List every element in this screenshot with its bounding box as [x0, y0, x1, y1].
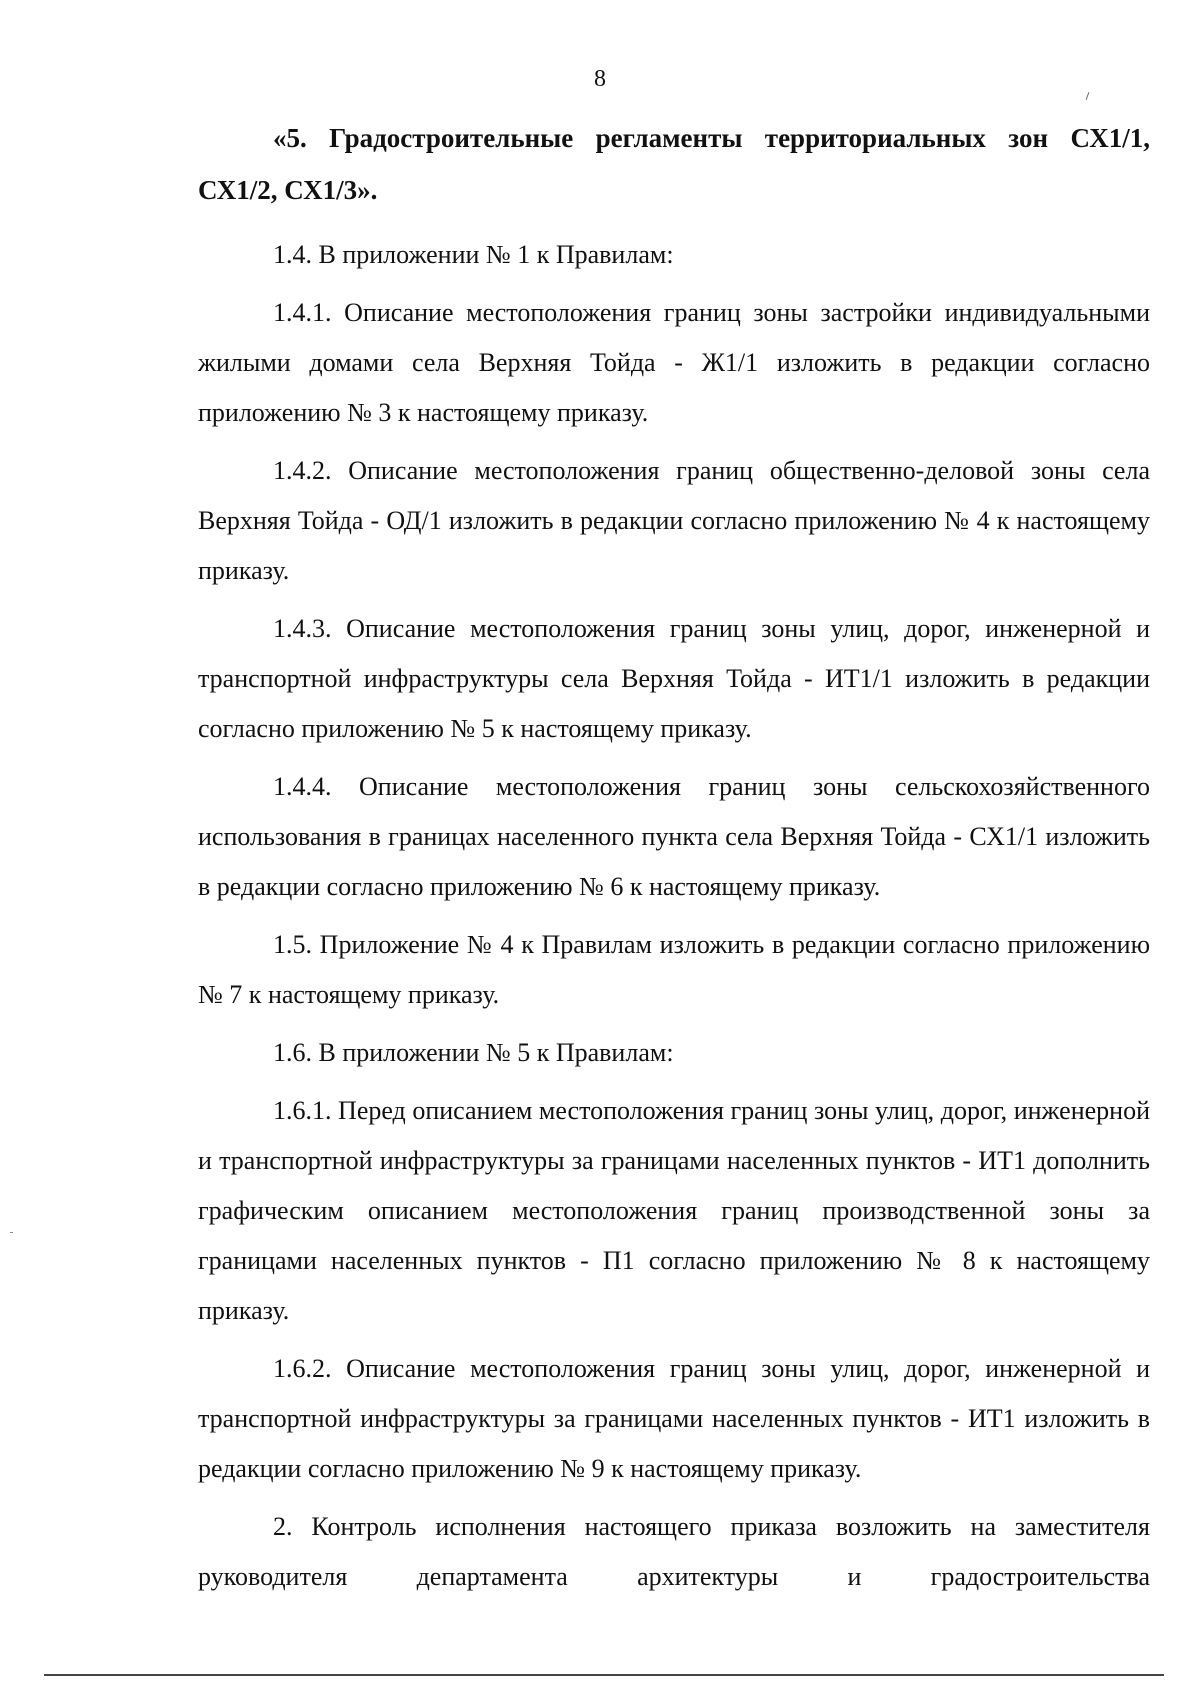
- paragraph-1-4-1: 1.4.1. Описание местоположения границ зоны застройки индивидуальными жилыми домами села Верхняя Тойда - Ж1/1 изложить в редакции согласно приложению № 3 к настоящему приказу.: [198, 298, 1150, 427]
- paragraph-1-6: 1.6. В приложении № 5 к Правилам:: [273, 1038, 674, 1067]
- paragraph-1-4: 1.4. В приложении № 1 к Правилам:: [273, 240, 674, 269]
- paragraph-1-4-4: 1.4.4. Описание местоположения границ зоны сельскохозяйственного использования в границах населенного пункта села Верхняя Тойда - СХ1/1 изложить в редакции согласно приложению № 6 к настоящему приказу.: [198, 772, 1150, 901]
- document-body: [198, 112, 1150, 1610]
- paragraph-1-5: 1.5. Приложение № 4 к Правилам изложить в редакции согласно приложению № 7 к настоящему приказу.: [198, 930, 1150, 1009]
- paragraph-1-6-2: 1.6.2. Описание местоположения границ зоны улиц, дорог, инженерной и транспортной инфраструктуры за границами населенных пунктов - ИТ1 изложить в редакции согласно приложению № 9 к настоящему приказу.: [198, 1354, 1150, 1483]
- paragraph-1-4-2: 1.4.2. Описание местоположения границ общественно-деловой зоны села Верхняя Тойда - ОД/1 изложить в редакции согласно приложению № 4 к настоящему приказу.: [198, 456, 1150, 585]
- paragraph-1-4-3: 1.4.3. Описание местоположения границ зоны улиц, дорог, инженерной и транспортной инфраструктуры села Верхняя Тойда - ИТ1/1 изложить в редакции согласно приложению № 5 к настоящему приказу.: [198, 614, 1150, 743]
- paragraph-2: 2. Контроль исполнения настоящего приказа возложить на заместителя руководителя департамента архитектуры и градостроительства: [198, 1512, 1150, 1591]
- paragraph-1-6-1: 1.6.1. Перед описанием местоположения границ зоны улиц, дорог, инженерной и транспортной инфраструктуры за границами населенных пунктов - ИТ1 дополнить графическим описанием местоположения границ производственной зоны за границами населенных пунктов - П1 согласно приложению № 8 к настоящему приказу.: [198, 1096, 1150, 1325]
- section-heading: «5. Градостроительные регламенты территориальных зон СХ1/1, СХ1/2, СХ1/3».: [198, 123, 1150, 205]
- bottom-rule: [44, 1674, 1164, 1676]
- scan-speck: [10, 1232, 13, 1233]
- page-number: 8: [594, 66, 606, 92]
